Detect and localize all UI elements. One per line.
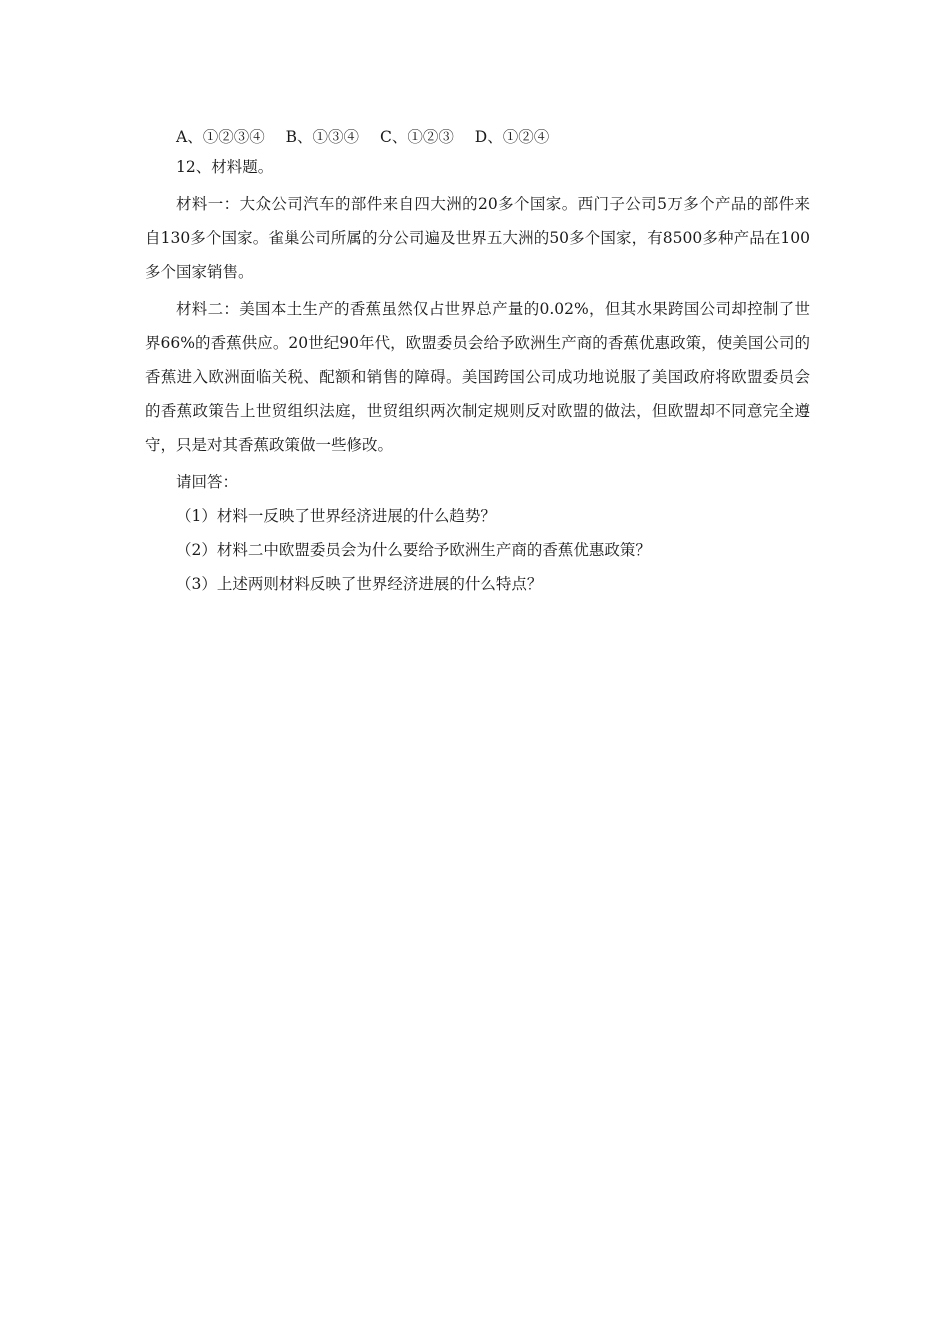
question-12-title: 12、材料题。 xyxy=(176,158,274,176)
material-two: 材料二：美国本土生产的香蕉虽然仅占世界总产量的0.02%，但其水果跨国公司却控制了世界66%的香蕉供应。20世纪90年代，欧盟委员会给予欧洲生产商的香蕉优惠政策，使美国公司的香蕉进入欧洲面临关税、配额和销售的障碍。美国跨国公司成功地说服了美国政府将欧盟委员会的香蕉政策告上世贸组织法庭，世贸组织两次制定规则反对欧盟的做法，但欧盟却不同意完全遵守，只是对其香蕉政策做一些修改。 xyxy=(145,300,810,454)
option-a: A、①②③④ xyxy=(176,128,265,146)
material-one: 材料一：大众公司汽车的部件来自四大洲的20多个国家。西门子公司5万多个产品的部件来自130多个国家。雀巢公司所属的分公司遍及世界五大洲的50多个国家，有8500多种产品在100多个国家销售。 xyxy=(145,195,810,281)
document-page xyxy=(145,124,810,601)
option-c: C、①②③ xyxy=(379,128,454,146)
answer-options xyxy=(145,124,810,150)
option-b: B、①③④ xyxy=(285,128,360,146)
answer-prompt: 请回答： xyxy=(176,473,239,491)
sub-question-2: （2）材料二中欧盟委员会为什么要给予欧洲生产商的香蕉优惠政策？ xyxy=(176,541,651,559)
option-d: D、①②④ xyxy=(474,128,550,146)
sub-question-3: （3）上述两则材料反映了世界经济进展的什么特点？ xyxy=(176,575,543,593)
sub-question-1: （1）材料一反映了世界经济进展的什么趋势？ xyxy=(176,507,496,525)
